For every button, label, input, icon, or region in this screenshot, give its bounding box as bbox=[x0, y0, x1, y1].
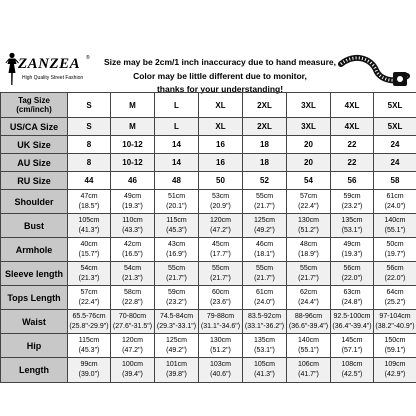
size-cell: XL bbox=[199, 93, 243, 118]
chart-header bbox=[0, 0, 416, 94]
cm-value: 60cm bbox=[211, 288, 230, 296]
inch-value: (23.2") bbox=[341, 202, 363, 210]
row-label: Tops Length bbox=[1, 286, 68, 310]
inch-value: (49.2") bbox=[254, 226, 275, 234]
inch-value: (19.3") bbox=[122, 202, 143, 210]
row-label: RU Size bbox=[1, 172, 68, 190]
cm-value: 57cm bbox=[80, 288, 98, 296]
size-cell: L bbox=[155, 93, 199, 118]
measurement-cell bbox=[374, 358, 416, 383]
cm-value: 145cm bbox=[341, 336, 363, 344]
measurement-cell bbox=[287, 310, 331, 334]
note-line: Color may be little different due to monitor, bbox=[133, 70, 307, 81]
size-row bbox=[1, 154, 416, 172]
cm-value: 61cm bbox=[386, 192, 404, 200]
cm-value: 74.5-84cm bbox=[159, 312, 194, 320]
size-cell: 14 bbox=[155, 154, 199, 172]
measurement-row bbox=[1, 286, 416, 310]
inch-value: (25.8"-29.9") bbox=[69, 322, 109, 330]
cm-value: 130cm bbox=[209, 336, 231, 344]
size-cell: 16 bbox=[199, 154, 243, 172]
inch-value: (42.5") bbox=[341, 371, 363, 378]
row-label: UK Size bbox=[1, 136, 68, 154]
inch-value: (41.3") bbox=[78, 226, 100, 234]
size-cell: 22 bbox=[331, 136, 374, 154]
inch-value: (17.7") bbox=[210, 250, 231, 258]
inch-value: (33.1"-36.2") bbox=[244, 322, 285, 330]
size-cell: M bbox=[111, 93, 155, 118]
cm-value: 55cm bbox=[255, 192, 274, 200]
inch-value: (47.2") bbox=[122, 346, 143, 354]
cm-value: 140cm bbox=[384, 216, 406, 224]
measurement-cell bbox=[199, 334, 243, 358]
size-cell: 48 bbox=[155, 172, 199, 190]
inch-value: (29.3"-33.1") bbox=[156, 322, 197, 330]
measurement-cell bbox=[68, 286, 111, 310]
measurement-cell bbox=[68, 310, 111, 334]
cm-value: 49cm bbox=[123, 192, 142, 200]
measurement-rows bbox=[1, 190, 416, 383]
inch-value: (41.3") bbox=[254, 371, 275, 378]
inch-value: (19.7") bbox=[384, 250, 406, 258]
inch-value: (20.9") bbox=[210, 202, 231, 210]
size-cell: 4XL bbox=[331, 93, 374, 118]
row-label: Shoulder bbox=[1, 190, 68, 214]
size-cell: 52 bbox=[243, 172, 287, 190]
size-cell: 10-12 bbox=[111, 136, 155, 154]
row-label: Sleeve length bbox=[1, 262, 68, 286]
size-table bbox=[0, 92, 416, 383]
measurement-cell bbox=[68, 190, 111, 214]
measurement-cell bbox=[287, 358, 331, 383]
inch-value: (42.9") bbox=[384, 371, 406, 378]
inch-value: (21.7") bbox=[166, 274, 187, 282]
measurement-cell bbox=[111, 238, 155, 262]
row-label: Waist bbox=[1, 310, 68, 334]
inch-value: (18.1") bbox=[254, 250, 275, 258]
measurement-cell bbox=[199, 214, 243, 238]
measurement-cell bbox=[68, 262, 111, 286]
inch-value: (36.6"-39.4") bbox=[288, 322, 329, 330]
registered-mark: ® bbox=[86, 55, 90, 61]
inch-value: (51.2") bbox=[298, 226, 319, 234]
size-cell: 18 bbox=[243, 154, 287, 172]
measurement-cell bbox=[287, 286, 331, 310]
measurement-cell bbox=[155, 310, 199, 334]
note-line: Size may be 2cm/1 inch inaccuracy due to hand measure, bbox=[104, 57, 336, 67]
cm-value: 54cm bbox=[80, 264, 98, 272]
cm-value: 55cm bbox=[255, 264, 274, 272]
cm-value: 59cm bbox=[167, 288, 186, 296]
measurement-notes bbox=[104, 56, 336, 97]
size-cell: 46 bbox=[111, 172, 155, 190]
measurement-cell bbox=[374, 310, 416, 334]
cm-value: 56cm bbox=[386, 264, 404, 272]
cm-value: 100cm bbox=[121, 361, 143, 368]
measurement-cell bbox=[155, 358, 199, 383]
size-rows bbox=[1, 93, 416, 190]
measurement-cell bbox=[155, 190, 199, 214]
inch-value: (43.3") bbox=[122, 226, 143, 234]
measurement-cell bbox=[155, 262, 199, 286]
measurement-cell bbox=[287, 190, 331, 214]
cm-value: 83.5-92cm bbox=[247, 312, 282, 320]
size-cell: 18 bbox=[243, 136, 287, 154]
size-cell: 58 bbox=[374, 172, 416, 190]
cm-value: 103cm bbox=[209, 361, 231, 368]
inch-value: (49.2") bbox=[166, 346, 187, 354]
inch-value: (21.7") bbox=[298, 274, 319, 282]
cm-value: 105cm bbox=[253, 361, 275, 368]
cm-value: 125cm bbox=[253, 216, 275, 224]
size-cell: 22 bbox=[331, 154, 374, 172]
cm-value: 55cm bbox=[167, 264, 186, 272]
measurement-cell bbox=[331, 262, 374, 286]
inch-value: (55.1") bbox=[384, 226, 406, 234]
measurement-cell bbox=[331, 286, 374, 310]
brand-tagline: High Quality Street Fashion bbox=[22, 75, 84, 81]
cm-value: 135cm bbox=[341, 216, 363, 224]
inch-value: (39.4") bbox=[122, 371, 143, 378]
inch-value: (45.3") bbox=[78, 346, 100, 354]
measurement-cell bbox=[331, 310, 374, 334]
inch-value: (20.1") bbox=[166, 202, 187, 210]
measurement-cell bbox=[111, 214, 155, 238]
measurement-cell bbox=[111, 190, 155, 214]
inch-value: (31.1"-34.6") bbox=[200, 322, 241, 330]
size-cell: 5XL bbox=[374, 93, 416, 118]
inch-value: (24.8") bbox=[341, 298, 363, 306]
cm-value: 120cm bbox=[209, 216, 231, 224]
measurement-cell bbox=[111, 286, 155, 310]
size-cell: 54 bbox=[287, 172, 331, 190]
measurement-cell bbox=[287, 262, 331, 286]
measurement-cell bbox=[111, 358, 155, 383]
measurement-cell bbox=[155, 286, 199, 310]
cm-value: 135cm bbox=[253, 336, 275, 344]
size-row bbox=[1, 118, 416, 136]
cm-value: 65.5-76cm bbox=[72, 312, 106, 320]
inch-value: (22.4") bbox=[298, 202, 319, 210]
cm-value: 120cm bbox=[121, 336, 143, 344]
measurement-row bbox=[1, 238, 416, 262]
cm-value: 70-80cm bbox=[118, 312, 147, 320]
measurement-cell bbox=[243, 334, 287, 358]
inch-value: (15.7") bbox=[78, 250, 100, 258]
cm-value: 61cm bbox=[255, 288, 274, 296]
inch-value: (53.1") bbox=[341, 226, 363, 234]
size-cell: 14 bbox=[155, 136, 199, 154]
cm-value: 49cm bbox=[343, 240, 361, 248]
measurement-cell bbox=[155, 238, 199, 262]
size-cell: L bbox=[155, 118, 199, 136]
cm-value: 115cm bbox=[78, 336, 100, 344]
measurement-cell bbox=[374, 286, 416, 310]
measurement-cell bbox=[374, 214, 416, 238]
size-cell: XL bbox=[199, 118, 243, 136]
cm-value: 42cm bbox=[123, 240, 142, 248]
inch-value: (18.9") bbox=[298, 250, 319, 258]
cm-value: 62cm bbox=[299, 288, 318, 296]
inch-value: (21.7") bbox=[254, 274, 275, 282]
cm-value: 48cm bbox=[299, 240, 318, 248]
inch-value: (16.5") bbox=[122, 250, 143, 258]
size-cell: 8 bbox=[68, 136, 111, 154]
inch-value: (36.4"-39.4") bbox=[332, 322, 372, 330]
measurement-cell bbox=[243, 238, 287, 262]
cm-value: 125cm bbox=[165, 336, 187, 344]
size-cell: M bbox=[111, 118, 155, 136]
brand-logo bbox=[2, 52, 106, 86]
inch-value: (51.2") bbox=[210, 346, 231, 354]
measurement-cell bbox=[374, 238, 416, 262]
measurement-cell bbox=[243, 286, 287, 310]
size-cell: 20 bbox=[287, 154, 331, 172]
measurement-cell bbox=[68, 214, 111, 238]
brand-name: ZANZEA bbox=[18, 56, 81, 72]
measurement-cell bbox=[287, 214, 331, 238]
inch-value: (41.7") bbox=[298, 371, 319, 378]
cm-value: 53cm bbox=[211, 192, 230, 200]
inch-value: (38.2"-40.9") bbox=[375, 322, 415, 330]
measurement-row bbox=[1, 262, 416, 286]
measurement-cell bbox=[111, 262, 155, 286]
cm-value: 140cm bbox=[297, 336, 319, 344]
cm-value: 115cm bbox=[166, 216, 187, 224]
cm-value: 56cm bbox=[343, 264, 361, 272]
row-label: US/CA Size bbox=[1, 118, 68, 136]
cm-value: 105cm bbox=[78, 216, 100, 224]
cm-value: 58cm bbox=[123, 288, 142, 296]
cm-value: 57cm bbox=[299, 192, 318, 200]
cm-value: 99cm bbox=[80, 361, 98, 368]
measurement-cell bbox=[243, 358, 287, 383]
measurement-cell bbox=[331, 238, 374, 262]
cm-value: 63cm bbox=[343, 288, 361, 296]
measurement-cell bbox=[199, 238, 243, 262]
inch-value: (55.1") bbox=[298, 346, 319, 354]
measurement-row bbox=[1, 310, 416, 334]
cm-value: 79-88cm bbox=[206, 312, 235, 320]
measurement-cell bbox=[243, 310, 287, 334]
measurement-cell bbox=[111, 334, 155, 358]
inch-value: (22.0") bbox=[341, 274, 363, 282]
cm-value: 47cm bbox=[80, 192, 98, 200]
measurement-cell bbox=[68, 238, 111, 262]
cm-value: 110cm bbox=[122, 216, 143, 224]
inch-value: (16.9") bbox=[166, 250, 187, 258]
measurement-cell bbox=[68, 358, 111, 383]
size-cell: 3XL bbox=[287, 93, 331, 118]
measurement-cell bbox=[287, 334, 331, 358]
size-cell: 24 bbox=[374, 154, 416, 172]
cm-value: 59cm bbox=[343, 192, 361, 200]
cm-value: 64cm bbox=[386, 288, 404, 296]
cm-value: 46cm bbox=[255, 240, 274, 248]
inch-value: (25.2") bbox=[384, 298, 406, 306]
measurement-cell bbox=[155, 334, 199, 358]
cm-value: 101cm bbox=[165, 361, 187, 368]
size-cell: 3XL bbox=[287, 118, 331, 136]
inch-value: (18.5") bbox=[78, 202, 100, 210]
cm-value: 108cm bbox=[341, 361, 363, 368]
measurement-row bbox=[1, 334, 416, 358]
measurement-cell bbox=[331, 358, 374, 383]
size-row bbox=[1, 93, 416, 118]
measurement-cell bbox=[199, 286, 243, 310]
measurement-cell bbox=[374, 262, 416, 286]
inch-value: (45.3") bbox=[166, 226, 187, 234]
inch-value: (47.2") bbox=[210, 226, 231, 234]
inch-value: (40.6") bbox=[210, 371, 231, 378]
cm-value: 106cm bbox=[297, 361, 319, 368]
row-label: Tag Size (cm/inch) bbox=[1, 93, 68, 118]
cm-value: 50cm bbox=[386, 240, 404, 248]
measurement-cell bbox=[243, 214, 287, 238]
size-cell: 24 bbox=[374, 136, 416, 154]
row-label: Length bbox=[1, 358, 68, 383]
note-line: thanks for your understanding! bbox=[156, 84, 284, 94]
measurement-cell bbox=[199, 310, 243, 334]
cm-value: 43cm bbox=[167, 240, 186, 248]
size-cell: 56 bbox=[331, 172, 374, 190]
inch-value: (19.3") bbox=[341, 250, 363, 258]
inch-value: (21.7") bbox=[210, 274, 231, 282]
inch-value: (22.8") bbox=[122, 298, 143, 306]
inch-value: (39.0") bbox=[78, 371, 100, 378]
row-label: Hip bbox=[1, 334, 68, 358]
inch-value: (21.3") bbox=[78, 274, 100, 282]
measurement-cell bbox=[331, 334, 374, 358]
inch-value: (24.0") bbox=[384, 202, 406, 210]
inch-value: (39.8") bbox=[166, 371, 187, 378]
measurement-cell bbox=[331, 214, 374, 238]
inch-value: (22.4") bbox=[78, 298, 100, 306]
measurement-cell bbox=[111, 310, 155, 334]
inch-value: (22.0") bbox=[384, 274, 406, 282]
measurement-row bbox=[1, 214, 416, 238]
measurement-cell bbox=[243, 190, 287, 214]
cm-value: 55cm bbox=[211, 264, 230, 272]
inch-value: (23.6") bbox=[210, 298, 231, 306]
size-cell: 8 bbox=[68, 154, 111, 172]
inch-value: (21.7") bbox=[254, 202, 275, 210]
measurement-cell bbox=[155, 214, 199, 238]
measurement-cell bbox=[68, 334, 111, 358]
inch-value: (27.6"-31.5") bbox=[112, 322, 153, 330]
inch-value: (23.2") bbox=[166, 298, 187, 306]
cm-value: 130cm bbox=[297, 216, 319, 224]
size-cell: 2XL bbox=[243, 118, 287, 136]
row-label: Armhole bbox=[1, 238, 68, 262]
inch-value: (59.1") bbox=[384, 346, 406, 354]
cm-value: 40cm bbox=[80, 240, 98, 248]
measurement-cell bbox=[287, 238, 331, 262]
cm-value: 55cm bbox=[299, 264, 318, 272]
inch-value: (53.1") bbox=[254, 346, 275, 354]
cm-value: 88-96cm bbox=[294, 312, 323, 320]
size-cell: 50 bbox=[199, 172, 243, 190]
measurement-cell bbox=[243, 262, 287, 286]
cm-value: 150cm bbox=[384, 336, 406, 344]
size-cell: 10-12 bbox=[111, 154, 155, 172]
size-cell: S bbox=[68, 93, 111, 118]
size-row bbox=[1, 136, 416, 154]
size-cell: S bbox=[68, 118, 111, 136]
cm-value: 54cm bbox=[123, 264, 142, 272]
measurement-cell bbox=[199, 190, 243, 214]
measurement-row bbox=[1, 190, 416, 214]
measurement-cell bbox=[374, 334, 416, 358]
cm-value: 109cm bbox=[384, 361, 406, 368]
size-cell: 4XL bbox=[331, 118, 374, 136]
size-cell: 16 bbox=[199, 136, 243, 154]
measurement-cell bbox=[374, 190, 416, 214]
inch-value: (21.3") bbox=[122, 274, 143, 282]
size-cell: 20 bbox=[287, 136, 331, 154]
measurement-cell bbox=[199, 358, 243, 383]
measurement-row bbox=[1, 358, 416, 383]
measurement-cell bbox=[199, 262, 243, 286]
size-cell: 44 bbox=[68, 172, 111, 190]
size-cell: 5XL bbox=[374, 118, 416, 136]
size-row bbox=[1, 172, 416, 190]
cm-value: 51cm bbox=[167, 192, 186, 200]
inch-value: (24.4") bbox=[298, 298, 319, 306]
size-cell: 2XL bbox=[243, 93, 287, 118]
cm-value: 45cm bbox=[211, 240, 230, 248]
inch-value: (57.1") bbox=[341, 346, 363, 354]
cm-value: 92.5-100cm bbox=[333, 312, 371, 320]
measuring-tape-icon bbox=[338, 54, 410, 88]
row-label: AU Size bbox=[1, 154, 68, 172]
measurement-cell bbox=[331, 190, 374, 214]
inch-value: (24.0") bbox=[254, 298, 275, 306]
row-label: Bust bbox=[1, 214, 68, 238]
cm-value: 97-104cm bbox=[379, 312, 411, 320]
